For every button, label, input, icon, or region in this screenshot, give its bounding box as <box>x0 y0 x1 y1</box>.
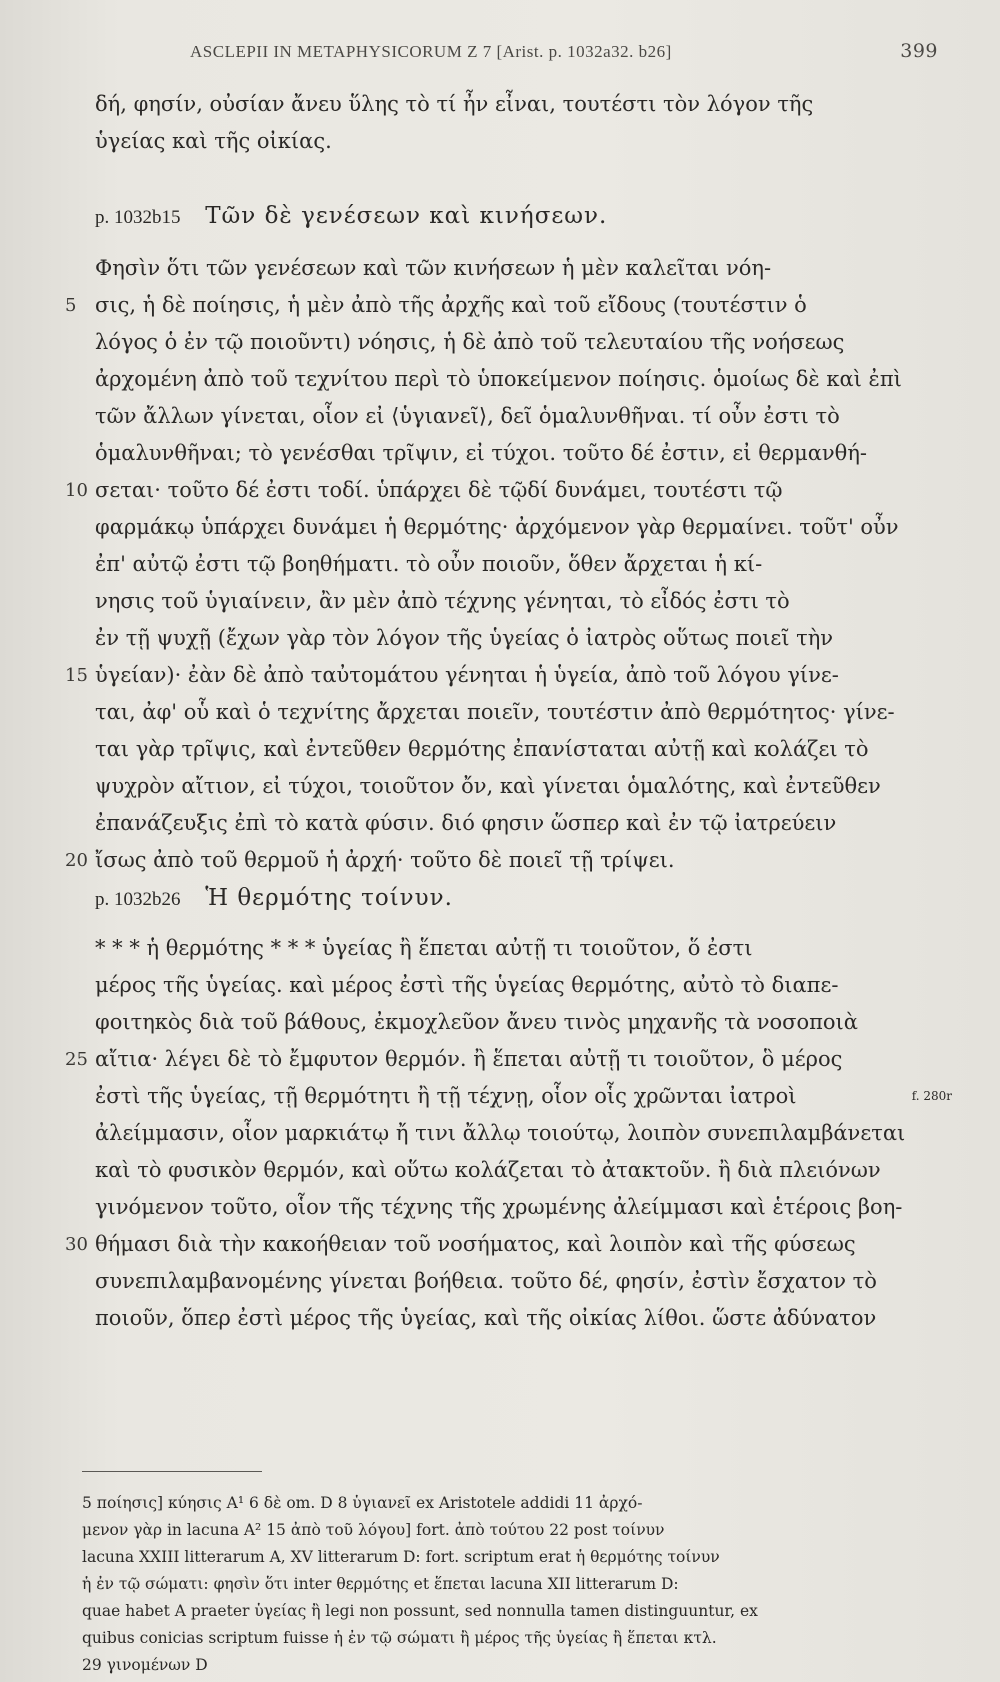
running-title: ASCLEPII IN METAPHYSICORUM Z 7 [Arist. p. 1032a32. b26] <box>190 42 672 61</box>
line-text: αἴτια· λέγει δὲ τὸ ἔμφυτον θερμόν. ἢ ἕπεται αὐτῇ τι τοιοῦτον, ὃ μέρος <box>95 1047 843 1071</box>
line-text: ἐπ' αὐτῷ ἐστι τῷ βοηθήματι. τὸ οὖν ποιοῦν, ὅθεν ἄρχεται ἡ κί- <box>95 552 763 576</box>
lemma-2-text: Ἡ θερμότης τοίνυν. <box>205 885 453 911</box>
text-line <box>95 805 940 842</box>
lemma-2 <box>95 880 940 917</box>
line-number: 5 <box>65 295 77 316</box>
section-2-text <box>65 250 940 879</box>
running-header <box>190 40 938 62</box>
apparatus-line: 5 ποίησις] κύησις A¹ 6 δὲ om. D 8 ὑγιανεῖ ex Aristotele addidi 11 ἀρχό- <box>82 1494 643 1512</box>
text-line <box>95 86 940 123</box>
footnote-rule <box>82 1471 262 1472</box>
section-3-text <box>65 930 952 1337</box>
text-line <box>95 694 940 731</box>
line-text: σις, ἡ δὲ ποίησις, ἡ μὲν ἀπὸ τῆς ἀρχῆς καὶ τοῦ εἴδους (τουτέστιν ὁ <box>95 293 807 317</box>
critical-apparatus <box>82 1490 950 1679</box>
apparatus-line: lacuna XXIII litterarum A, XV litterarum D: fort. scriptum erat ἡ θερμότης τοίνυν <box>82 1548 720 1566</box>
text-line <box>65 842 940 879</box>
line-text: ται γὰρ τρῖψις, καὶ ἐντεῦθεν θερμότης ἐπανίσταται αὐτῇ καὶ κολάζει τὸ <box>95 737 869 761</box>
line-text: συνεπιλαμβανομένης γίνεται βοήθεια. τοῦτο δέ, φησίν, ἐστὶν ἔσχατον τὸ <box>95 1269 877 1293</box>
text-line <box>95 1115 940 1152</box>
line-text: θήμασι διὰ τὴν κακοήθειαν τοῦ νοσήματος, καὶ λοιπὸν καὶ τῆς φύσεως <box>95 1232 856 1256</box>
lemma-1 <box>95 198 940 235</box>
line-text: ποιοῦν, ὅπερ ἐστὶ μέρος τῆς ὑγείας, καὶ τῆς οἰκίας λίθοι. ὥστε ἀδύνατον <box>95 1306 877 1330</box>
apparatus-line: ἡ ἐν τῷ σώματι: φησὶν ὅτι inter θερμότης et ἕπεται lacuna XII litterarum D: <box>82 1575 679 1593</box>
text-line <box>95 250 940 287</box>
line-text: ἐπανάζευξις ἐπὶ τὸ κατὰ φύσιν. διό φησιν ὥσπερ καὶ ἐν τῷ ἰατρεύειν <box>95 811 837 835</box>
line-text: ἐστὶ τῆς ὑγείας, τῇ θερμότητι ἢ τῇ τέχνῃ, οἷον οἷς χρῶνται ἰατροὶ <box>95 1084 797 1108</box>
line-text: ἴσως ἀπὸ τοῦ θερμοῦ ἡ ἀρχή· τοῦτο δὲ ποιεῖ τῇ τρίψει. <box>95 848 675 872</box>
text-line <box>95 123 940 160</box>
line-text: ται, ἀφ' οὗ καὶ ὁ τεχνίτης ἄρχεται ποιεῖν, τουτέστιν ἀπὸ θερμότητος· γίνε- <box>95 700 895 724</box>
text-line <box>95 398 940 435</box>
line-text: καὶ τὸ φυσικὸν θερμόν, καὶ οὕτω κολάζεται τὸ ἀτακτοῦν. ἢ διὰ πλειόνων <box>95 1158 881 1182</box>
page-number: 399 <box>900 40 938 62</box>
line-text: ἐν τῇ ψυχῇ (ἔχων γὰρ τὸν λόγον τῆς ὑγείας ὁ ἰατρὸς οὕτως ποιεῖ τὴν <box>95 626 834 650</box>
text-line <box>65 1041 940 1078</box>
line-text: μέρος τῆς ὑγείας. καὶ μέρος ἐστὶ τῆς ὑγείας θερμότης, αὐτὸ τὸ διαπε- <box>95 973 839 997</box>
text-line <box>65 1226 940 1263</box>
line-text: ὑγείας καὶ τῆς οἰκίας. <box>95 129 332 153</box>
text-line <box>95 435 940 472</box>
lemma-1-reference: p. 1032b15 <box>95 207 181 228</box>
text-line <box>95 1189 940 1226</box>
line-text: Φησὶν ὅτι τῶν γενέσεων καὶ τῶν κινήσεων ἡ μὲν καλεῖται νόη- <box>95 256 772 280</box>
text-line <box>95 324 940 361</box>
text-line <box>95 509 940 546</box>
text-line <box>95 361 940 398</box>
text-line <box>95 583 940 620</box>
line-number: 10 <box>65 480 88 501</box>
apparatus-line: quae habet A praeter ὑγείας ἢ legi non possunt, sed nonnulla tamen distinguuntur, ex <box>82 1602 758 1620</box>
apparatus-line: quibus conicias scriptum fuisse ἡ ἐν τῷ σώματι ἢ μέρος τῆς ὑγείας ἢ ἕπεται κτλ. <box>82 1629 717 1647</box>
text-line <box>95 1152 940 1189</box>
text-line <box>65 472 940 509</box>
line-number: 25 <box>65 1049 88 1070</box>
apparatus-line: 29 γινομένων D <box>82 1656 208 1674</box>
line-number: 15 <box>65 665 88 686</box>
line-text: γινόμενον τοῦτο, οἷον τῆς τέχνης τῆς χρωμένης ἀλείμμασι καὶ ἑτέροις βοη- <box>95 1195 903 1219</box>
line-text: * * * ἡ θερμότης * * * ὑγείας ἢ ἕπεται αὐτῇ τι τοιοῦτον, ὅ ἐστι <box>95 936 753 960</box>
text-line <box>95 967 940 1004</box>
text-line <box>65 657 940 694</box>
line-text: φοιτηκὸς διὰ τοῦ βάθους, ἐκμοχλεῦον ἄνευ τινὸς μηχανῆς τὰ νοσοποιὰ <box>95 1010 858 1034</box>
line-text: λόγος ὁ ἐν τῷ ποιοῦντι) νόησις, ἡ δὲ ἀπὸ τοῦ τελευταίου τῆς νοήσεως <box>95 330 845 354</box>
line-number: 20 <box>65 850 88 871</box>
line-text: φαρμάκῳ ὑπάρχει δυνάμει ἡ θερμότης· ἀρχόμενον γὰρ θερμαίνει. τοῦτ' οὖν <box>95 515 899 539</box>
lemma-1-text: Τῶν δὲ γενέσεων καὶ κινήσεων. <box>205 203 608 229</box>
line-text: ἀρχομένη ἀπὸ τοῦ τεχνίτου περὶ τὸ ὑποκείμενον ποίησις. ὁμοίως δὲ καὶ ἐπὶ <box>95 367 902 391</box>
line-number: 30 <box>65 1234 88 1255</box>
text-line <box>95 1078 952 1115</box>
line-text: ὑγείαν)· ἐὰν δὲ ἀπὸ ταὐτομάτου γένηται ἡ ὑγεία, ἀπὸ τοῦ λόγου γίνε- <box>95 663 839 687</box>
text-line <box>95 731 940 768</box>
text-line <box>95 620 940 657</box>
lemma-2-reference: p. 1032b26 <box>95 889 181 910</box>
line-text: νησις τοῦ ὑγιαίνειν, ἂν μὲν ἀπὸ τέχνης γένηται, τὸ εἶδός ἐστι τὸ <box>95 589 790 613</box>
text-line <box>95 930 940 967</box>
line-text: ἀλείμμασιν, οἷον μαρκιάτῳ ἤ τινι ἄλλῳ τοιούτῳ, λοιπὸν συνεπιλαμβάνεται <box>95 1121 906 1145</box>
line-text: δή, φησίν, οὐσίαν ἄνευ ὕλης τὸ τί ἦν εἶναι, τουτέστι τὸν λόγον τῆς <box>95 92 814 116</box>
text-line <box>95 546 940 583</box>
text-line <box>95 768 940 805</box>
text-line <box>95 1263 940 1300</box>
section-1-text <box>95 86 940 160</box>
line-text: σεται· τοῦτο δέ ἐστι τοδί. ὑπάρχει δὲ τῷδί δυνάμει, τουτέστι τῷ <box>95 478 783 502</box>
text-line <box>65 287 940 324</box>
apparatus-line: μενον γὰρ in lacuna A² 15 ἀπὸ τοῦ λόγου] fort. ἀπὸ τούτου 22 post τοίνυν <box>82 1521 665 1539</box>
line-text: ψυχρὸν αἴτιον, εἰ τύχοι, τοιοῦτον ὄν, καὶ γίνεται ὁμαλότης, καὶ ἐντεῦθεν <box>95 774 881 798</box>
text-line <box>95 1004 940 1041</box>
margin-folio-note: f. 280r <box>911 1089 952 1103</box>
line-text: ὁμαλυνθῆναι; τὸ γενέσθαι τρῖψιν, εἰ τύχοι. τοῦτο δέ ἐστιν, εἰ θερμανθή- <box>95 441 867 465</box>
line-text: τῶν ἄλλων γίνεται, οἷον εἰ ⟨ὑγιανεῖ⟩, δεῖ ὁμαλυνθῆναι. τί οὖν ἐστι τὸ <box>95 404 840 428</box>
text-line <box>95 1300 940 1337</box>
